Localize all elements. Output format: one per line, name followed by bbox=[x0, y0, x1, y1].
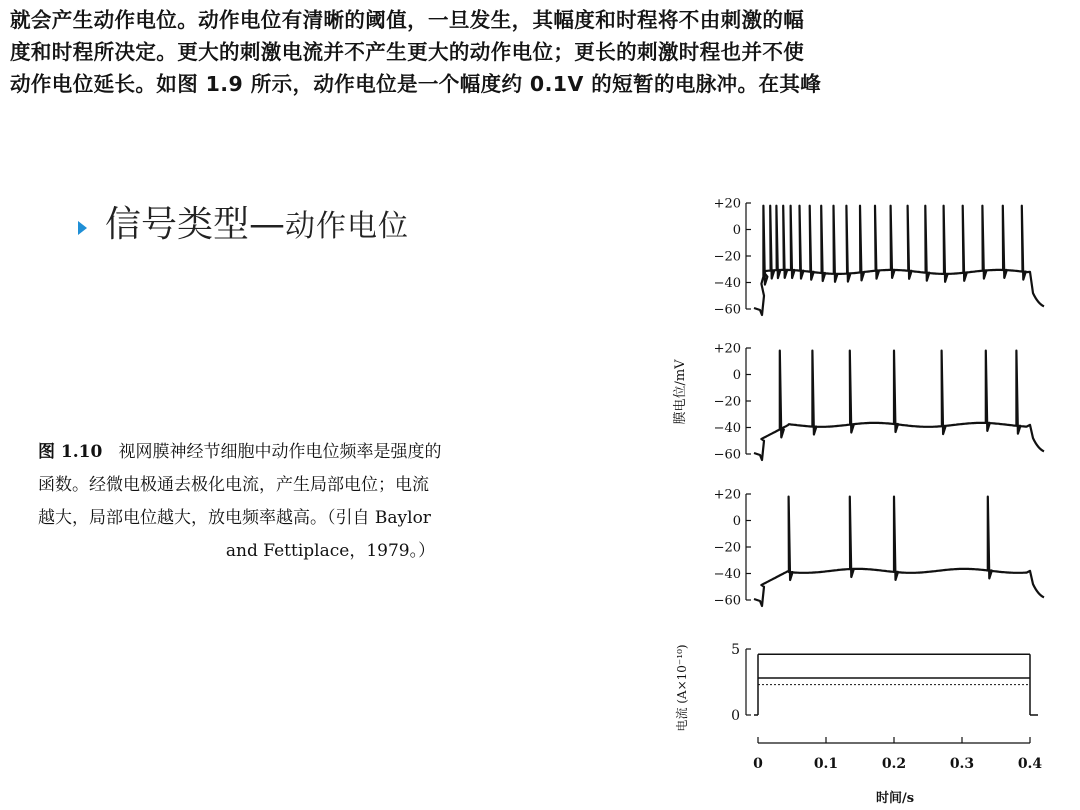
caption-line-4: and Fettiplace，1979。） bbox=[225, 541, 436, 561]
voltage-tick-label: −40 bbox=[713, 567, 741, 582]
voltage-tick-label: 0 bbox=[732, 514, 741, 529]
voltage-tick-label: −20 bbox=[713, 540, 741, 556]
caption-text-1: 视网膜神经节细胞中动作电位频率是强度的 bbox=[118, 442, 442, 462]
current-axis-label: 电流 (A×10⁻¹⁰) bbox=[675, 644, 689, 732]
voltage-trace-2 bbox=[754, 351, 1044, 460]
voltage-tick-label: +20 bbox=[713, 487, 741, 503]
voltage-tick-label: −20 bbox=[713, 249, 741, 265]
voltage-tick-label: 0 bbox=[732, 368, 741, 383]
voltage-tick-label: −60 bbox=[713, 302, 741, 318]
caption-line-3: 越大，局部电位越大，放电频率越高。（引自 Baylor bbox=[38, 508, 431, 528]
body-line-3: 动作电位延长。如图 1.9 所示，动作电位是一个幅度约 0.1V 的短暂的电脉冲。在其峰 bbox=[10, 72, 822, 96]
voltage-tick-label: 0 bbox=[732, 223, 741, 238]
time-tick-label: 0.2 bbox=[881, 756, 907, 772]
voltage-tick-label: +20 bbox=[713, 196, 741, 212]
voltage-axis-label: 膜电位/mV bbox=[673, 359, 688, 425]
time-tick-label: 0.1 bbox=[813, 756, 839, 772]
body-line-1: 就会产生动作电位。动作电位有清晰的阈值，一旦发生，其幅度和时程将不由刺激的幅 bbox=[10, 8, 805, 32]
voltage-tick-label: −60 bbox=[713, 447, 741, 463]
voltage-tick-label: −40 bbox=[713, 276, 741, 291]
heading-sub: 动作电位 bbox=[285, 209, 410, 244]
voltage-trace-3 bbox=[754, 497, 1044, 606]
voltage-trace-1 bbox=[754, 206, 1044, 315]
time-axis-label: 时间/s bbox=[875, 791, 915, 806]
time-tick-label: 0.3 bbox=[949, 756, 975, 772]
voltage-tick-label: −20 bbox=[713, 394, 741, 410]
voltage-tick-label: −40 bbox=[713, 421, 741, 436]
current-tick-label: 5 bbox=[731, 642, 740, 658]
caption-label: 图 1.10 bbox=[38, 442, 103, 462]
voltage-tick-label: −60 bbox=[713, 593, 741, 609]
current-tick-label: 0 bbox=[731, 708, 740, 724]
caption-line-2: 函数。经微电极通去极化电流，产生局部电位；电流 bbox=[38, 475, 429, 495]
time-tick-label: 0 bbox=[753, 756, 763, 772]
voltage-tick-label: +20 bbox=[713, 341, 741, 357]
heading-main: 信号类型— bbox=[105, 204, 286, 245]
body-line-2: 度和时程所决定。更大的刺激电流并不产生更大的动作电位；更长的刺激时程也并不使 bbox=[10, 40, 805, 64]
time-tick-label: 0.4 bbox=[1017, 756, 1043, 772]
